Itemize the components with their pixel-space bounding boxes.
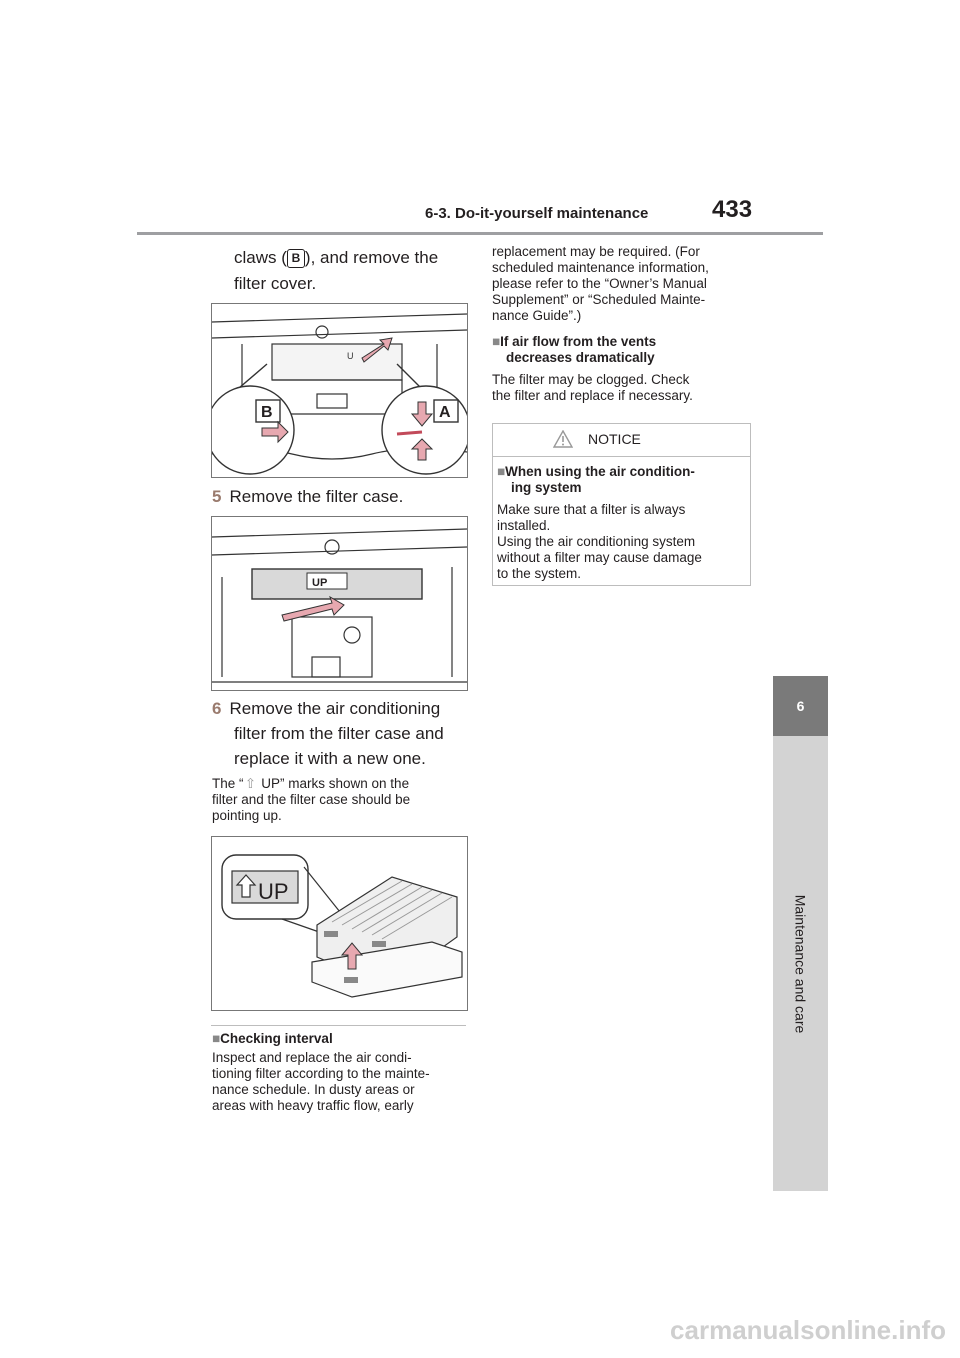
note-text-a: The “ [212,776,244,791]
step-6-line2: filter from the filter case and [234,724,444,743]
checking-line3: nance schedule. In dusty areas or [212,1082,415,1097]
airflow-heading-line2: decreases dramatically [506,350,655,365]
airflow-line2: the filter and replace if necessary. [492,388,693,403]
header-rule [137,232,823,235]
notice-line4: without a filter may cause damage [497,550,702,565]
warning-triangle-icon [553,430,573,448]
up-mark-large: UP [258,879,289,904]
notice-box [492,423,751,586]
notice-heading-line1: When using the air condition- [505,464,695,479]
divider [211,1025,466,1026]
notice-line5: to the system. [497,566,582,581]
bullet-square-icon: ■ [497,464,506,479]
note-line1 [212,776,409,792]
bullet-square-icon: ■ [212,1031,221,1046]
notice-line3: Using the air conditioning system [497,534,696,549]
watermark: carmanualsonline.info [670,1315,946,1345]
step4-continued [234,245,438,270]
airflow-line1: The filter may be clogged. Check [492,372,690,387]
step-5 [212,484,403,509]
checking-heading [212,1031,333,1047]
step-6-line3: replace it with a new one. [234,749,426,768]
checking-line2: tioning filter according to the mainte- [212,1066,430,1081]
chapter-tab-label: Maintenance and care [792,894,809,1033]
bullet-square-icon: ■ [492,334,501,349]
notice-title: NOTICE [588,431,641,447]
step-5-text: Remove the filter case. [229,487,404,506]
figure-filter-case [211,516,468,691]
part-b-marker: B [287,249,305,268]
chapter-tab [773,736,828,1191]
note-line2: filter and the filter case should be [212,792,411,807]
step4-text-b: ), and remove the [304,248,439,267]
step-5-number: 5 [212,487,222,506]
section-title: 6-3. Do-it-yourself maintenance [425,205,649,222]
figure-filter-cover [211,303,468,478]
cont-line4: Supplement” or “Scheduled Mainte- [492,292,706,307]
up-mark: U [347,351,354,361]
note-text-b: UP” marks shown on the [257,776,410,791]
step4-text-a: claws ( [234,248,287,267]
cont-line1: replacement may be required. (For [492,244,700,259]
note-line3: pointing up. [212,808,282,823]
filter-case-illustration [212,517,467,690]
checking-line1: Inspect and replace the air condi- [212,1050,412,1065]
notice-header [493,424,750,457]
up-arrow-icon: ⇧ [244,776,257,791]
checking-line4: areas with heavy traffic flow, early [212,1098,414,1113]
figure-up-marks [211,836,468,1011]
chapter-tab-number: 6 [773,676,828,736]
label-b: B [261,404,273,421]
airflow-heading-line1: If air flow from the vents [500,334,657,349]
cont-line5: nance Guide”.) [492,308,582,323]
step-6-number: 6 [212,699,222,718]
airflow-heading [492,334,656,350]
up-mark-2: UP [312,577,328,589]
notice-heading-line2: ing system [511,480,582,495]
step-6-line1: Remove the air conditioning [229,699,441,718]
step-6 [212,696,440,721]
notice-line1: Make sure that a filter is always [497,502,686,517]
label-a: A [439,404,451,421]
cont-line3: please refer to the “Owner’s Manual [492,276,707,291]
notice-heading [497,464,695,480]
filter-cover-illustration [212,304,467,477]
step4-continued-line2: filter cover. [234,274,317,293]
page-number: 433 [712,196,753,223]
cont-line2: scheduled maintenance information, [492,260,709,275]
checking-heading-text: Checking interval [220,1031,333,1046]
notice-line2: installed. [497,518,551,533]
up-marks-illustration [212,837,467,1010]
